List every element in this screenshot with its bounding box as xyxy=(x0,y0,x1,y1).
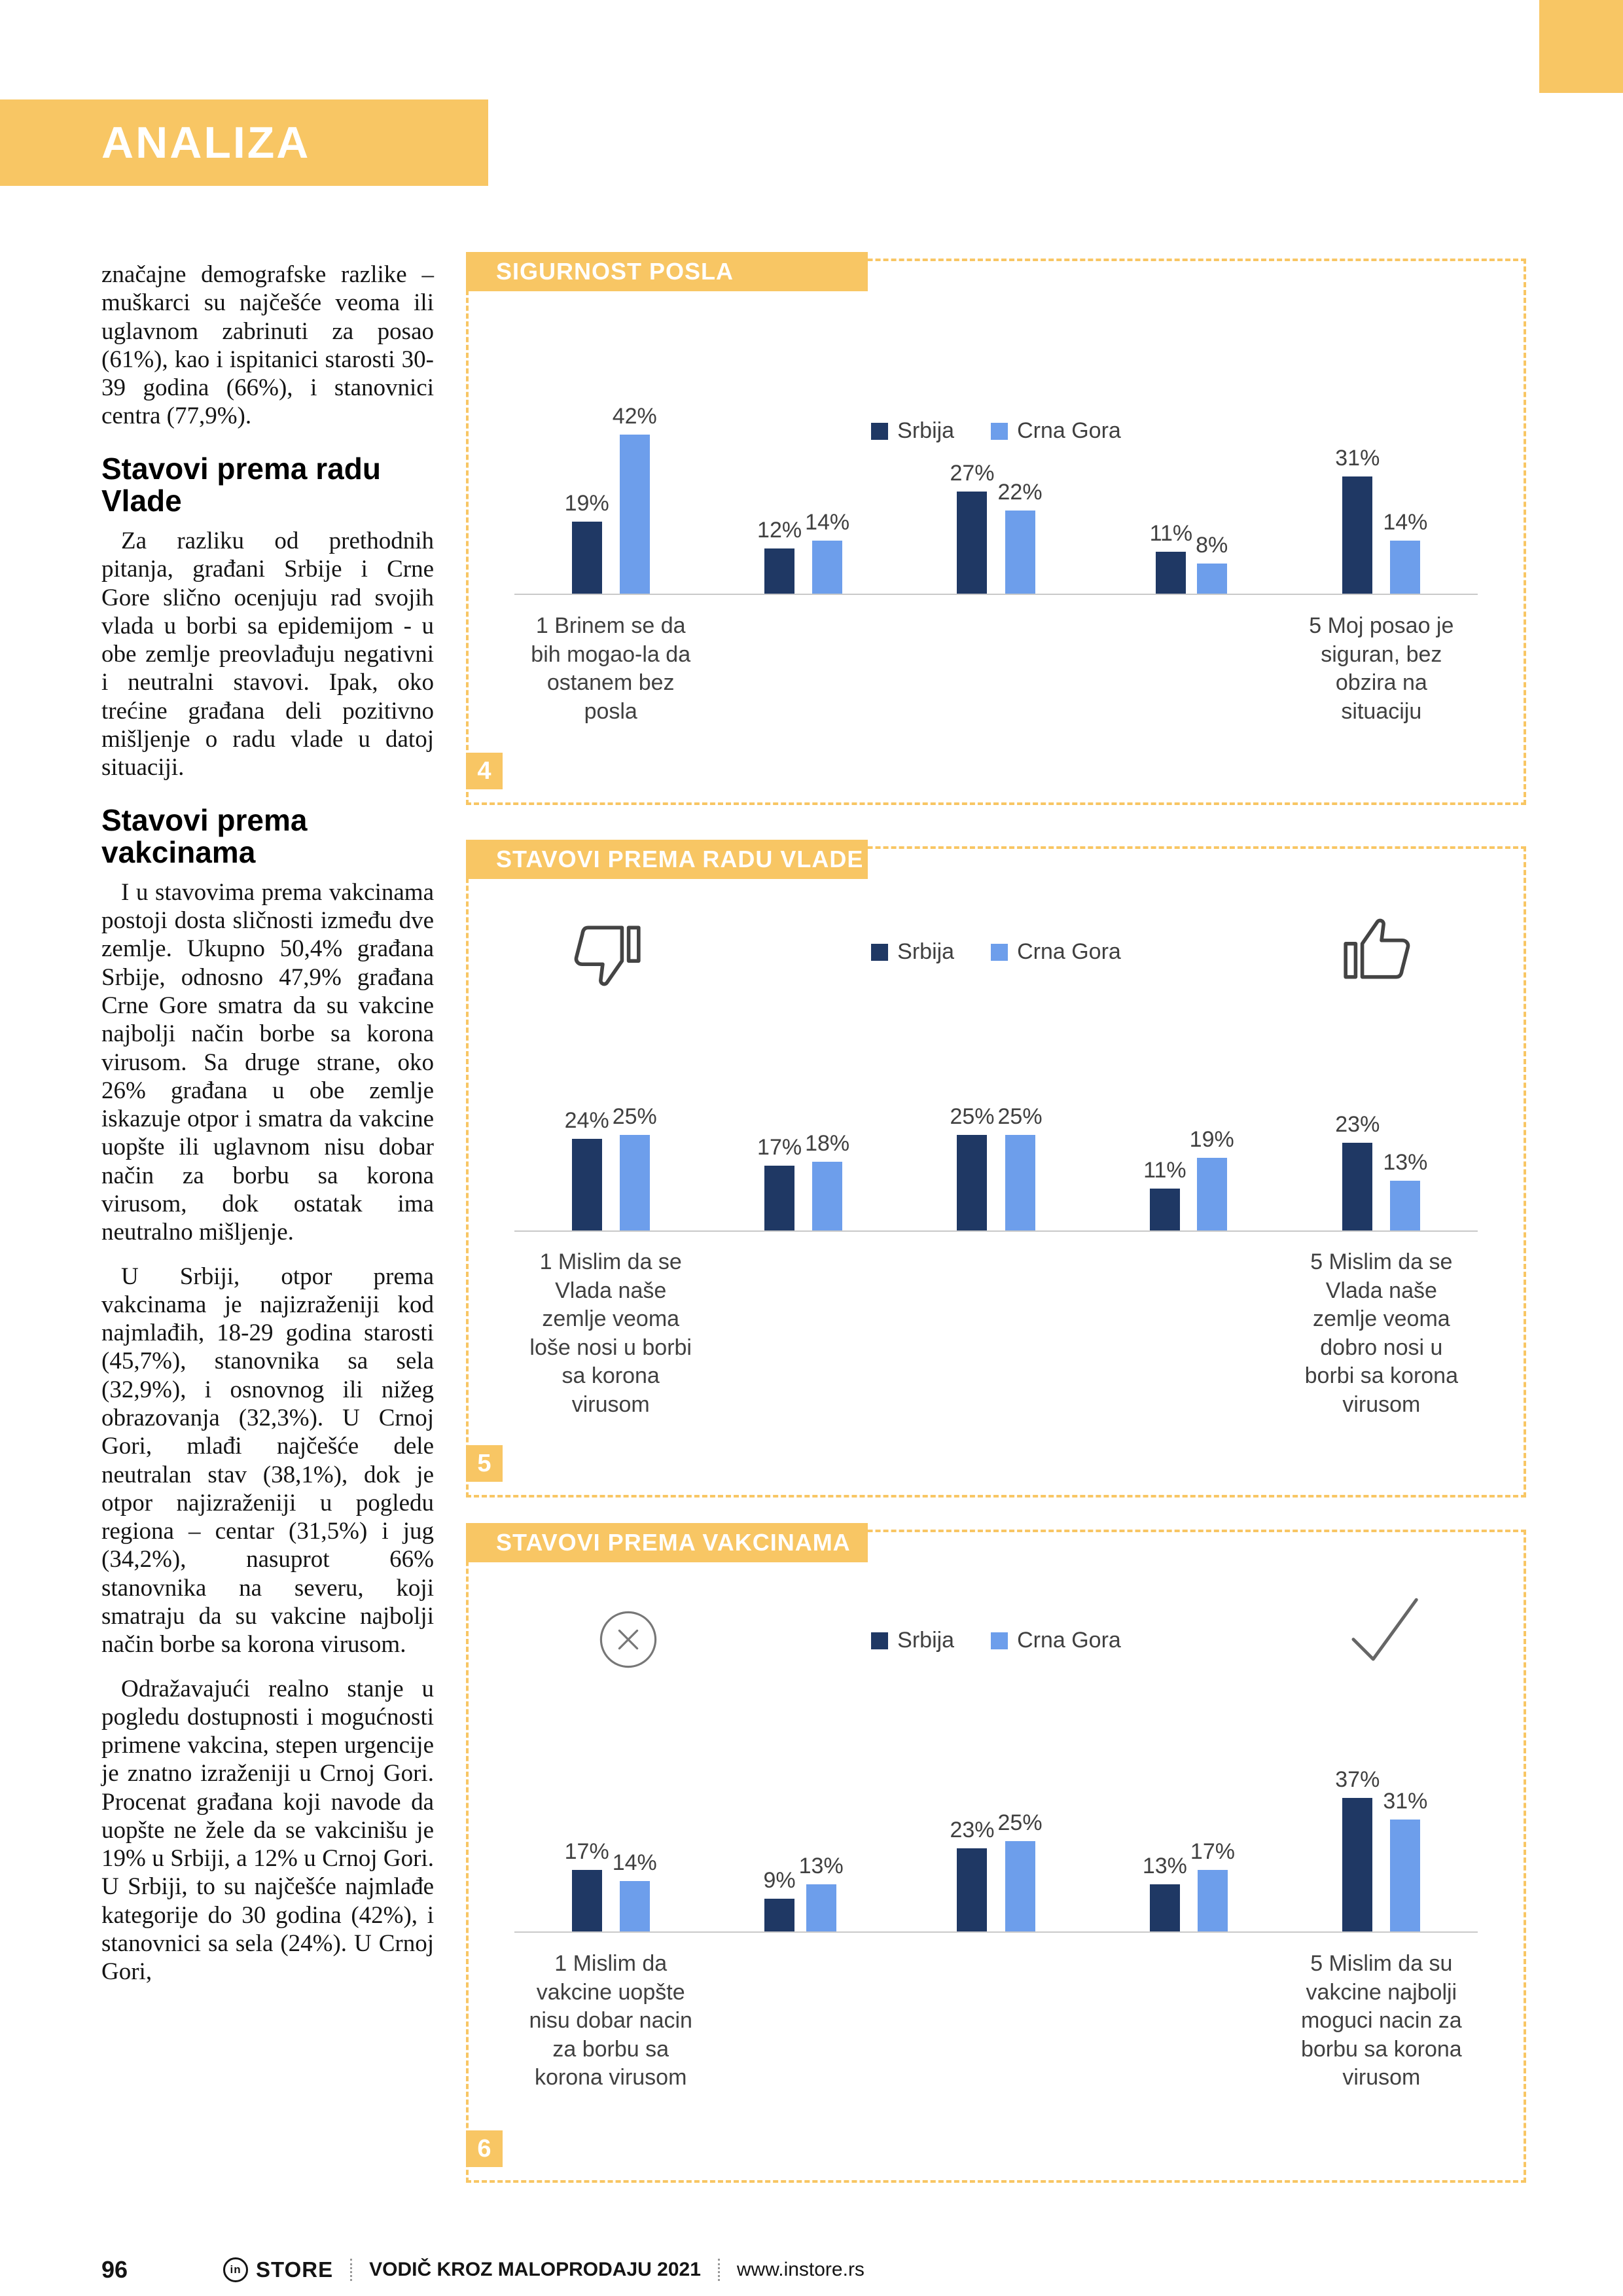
bar xyxy=(757,1135,802,1230)
bar-value-label: 27% xyxy=(950,461,995,486)
legend-item xyxy=(991,939,1121,965)
bar-group xyxy=(707,1854,899,1931)
bar xyxy=(565,1108,609,1230)
chart-number-badge: 4 xyxy=(466,753,503,789)
page-title: ANALIZA xyxy=(101,118,311,168)
category-label: 1 Mislim da vakcine uopšte nisu dobar nacin za borbu sa korona virusom xyxy=(529,1951,692,2090)
bar-group xyxy=(1092,1127,1285,1230)
bar-value-label: 25% xyxy=(612,1104,657,1129)
chart-categories xyxy=(514,1941,1478,2092)
bar-value-label: 14% xyxy=(612,1850,657,1875)
paragraph-intro: značajne demografske razlike – muškarci su najčešće veoma ili uglavnom zabrinuti za posao (61%), kao i ispitanici starosti 30-39 godina (66%), i stanovnici centra (77,9%). xyxy=(101,261,434,430)
page-number: 96 xyxy=(101,2256,128,2283)
bar-value-label: 9% xyxy=(763,1868,796,1893)
section-header-bar xyxy=(0,99,488,186)
bar-srbija xyxy=(1156,552,1186,594)
bar-value-label: 18% xyxy=(805,1131,850,1156)
bar xyxy=(1335,1112,1380,1230)
category-label xyxy=(900,603,1092,726)
bar-group xyxy=(707,510,899,594)
bar xyxy=(950,461,994,594)
chart-legend xyxy=(469,939,1524,965)
bar xyxy=(613,1850,657,1931)
bar-crna-gora xyxy=(806,1884,836,1931)
bar xyxy=(805,1131,849,1230)
chart-stavovi-vlada xyxy=(466,846,1526,1498)
bar-value-label: 14% xyxy=(1383,510,1428,535)
category-label xyxy=(707,603,899,726)
bar-group xyxy=(900,1810,1092,1931)
legend-item xyxy=(871,939,954,965)
category-label xyxy=(707,1941,899,2092)
bar xyxy=(764,1868,796,1931)
legend-swatch xyxy=(991,1632,1008,1649)
bar-crna-gora xyxy=(1198,1870,1228,1931)
chart-number-badge: 6 xyxy=(466,2130,503,2167)
chart-stavovi-vakcine xyxy=(466,1530,1526,2183)
bar xyxy=(613,404,657,594)
bar xyxy=(805,510,849,594)
bar-group xyxy=(1285,1767,1478,1931)
bar-value-label: 19% xyxy=(564,491,609,516)
bar-value-label: 25% xyxy=(997,1104,1043,1129)
bar-value-label: 17% xyxy=(757,1135,802,1160)
bar-srbija xyxy=(1342,1798,1372,1931)
bar-group xyxy=(1092,1839,1285,1931)
bar-value-label: 13% xyxy=(1383,1150,1428,1175)
category-label: 1 Brinem se da bih mogao-la da ostanem bez posla xyxy=(531,613,691,724)
category-label: 1 Mislim da se Vlada naše zemlje veoma loše nosi u borbi sa korona virusom xyxy=(529,1249,692,1417)
legend-swatch xyxy=(871,944,888,961)
bar xyxy=(757,518,802,594)
chart-number-badge: 5 xyxy=(466,1445,503,1482)
bar xyxy=(1335,1767,1380,1931)
legend-label: Crna Gora xyxy=(1017,939,1121,964)
legend-label: Crna Gora xyxy=(1017,418,1121,443)
bar xyxy=(1383,1150,1427,1230)
paragraph-vlada: Za razliku od prethodnih pitanja, građani Srbije i Crne Gore slično ocenjuju rad svojih vlada u borbi sa epidemijom - u obe zemlje preovlađuju negativni i neutralni stavovi. Ipak, oko trećine građana deli pozitivno mišljenje o radu vlade u datoj situaciji. xyxy=(101,528,434,781)
bar-value-label: 37% xyxy=(1335,1767,1380,1792)
bar xyxy=(613,1104,657,1230)
bar-crna-gora xyxy=(620,1135,650,1230)
bar-srbija xyxy=(572,522,602,594)
brand-name: STORE xyxy=(256,2257,334,2282)
bar-crna-gora xyxy=(1390,1820,1420,1931)
bar-value-label: 13% xyxy=(1142,1854,1187,1878)
bar xyxy=(1143,1854,1187,1931)
page-footer xyxy=(101,2249,1522,2291)
chart-title: SIGURNOST POSLA xyxy=(466,252,868,291)
bar-group xyxy=(900,1104,1092,1230)
chart-plot xyxy=(514,404,1478,595)
section-heading-vlada: Stavovi prema radu Vlade xyxy=(101,451,381,518)
bar-value-label: 31% xyxy=(1383,1789,1428,1814)
category-label xyxy=(1092,603,1285,726)
legend-item xyxy=(991,1628,1121,1653)
bar-value-label: 12% xyxy=(757,518,802,543)
bar-crna-gora xyxy=(812,1162,842,1230)
bar-srbija xyxy=(1150,1884,1180,1931)
bar-value-label: 13% xyxy=(798,1854,844,1878)
guide-title: VODIČ KROZ MALOPRODAJU 2021 xyxy=(369,2259,701,2280)
category-label xyxy=(1092,1941,1285,2092)
footer-divider xyxy=(718,2259,720,2281)
bar-srbija xyxy=(764,548,794,594)
legend-swatch xyxy=(871,1632,888,1649)
bar-srbija xyxy=(1342,476,1372,594)
bar-srbija xyxy=(572,1139,602,1230)
bar-value-label: 19% xyxy=(1189,1127,1234,1152)
bar xyxy=(998,1810,1043,1931)
legend-label: Crna Gora xyxy=(1017,1628,1121,1653)
chart-legend xyxy=(469,1628,1524,1653)
category-label: 5 Mislim da su vakcine najbolji moguci nacin za borbu sa korona virusom xyxy=(1300,1951,1462,2090)
bar-crna-gora xyxy=(1197,564,1227,594)
bar-value-label: 11% xyxy=(1143,1158,1186,1183)
category-label xyxy=(707,1239,899,1419)
bar-crna-gora xyxy=(620,435,650,594)
legend-label: Srbija xyxy=(897,418,955,443)
category-label xyxy=(1092,1239,1285,1419)
bar-value-label: 24% xyxy=(564,1108,609,1133)
bar-value-label: 11% xyxy=(1149,521,1193,546)
bar-srbija xyxy=(957,492,987,594)
bar xyxy=(950,1818,994,1931)
bar-crna-gora xyxy=(1390,541,1420,594)
paragraph-vakcine-3: Odražavajući realno stanje u pogledu dostupnosti i mogućnosti primene vakcina, stepen urgencije je znatno izraženiji u Crnoj Gori. Procenat građana koji navode da uopšte ne žele da se vakcinišu je 19% u Srbiji, a 12% u Crnoj Gori. U Srbiji, to su najčešće najmlađe kategorije do 30 godina (42%), i stanovnici sa sela (24%). U Crnoj Gori, xyxy=(101,1675,434,1986)
bar-srbija xyxy=(764,1899,794,1931)
bar-crna-gora xyxy=(1005,511,1035,594)
bar xyxy=(1383,510,1427,594)
bar-group xyxy=(707,1131,899,1230)
website-url: www.instore.rs xyxy=(736,2259,865,2280)
bar-crna-gora xyxy=(1197,1158,1227,1230)
chart-plot xyxy=(514,1104,1478,1232)
corner-accent-block xyxy=(1539,0,1623,93)
bar-value-label: 25% xyxy=(997,1810,1043,1835)
paragraph-vakcine-2: U Srbiji, otpor prema vakcinama je najizraženiji kod najmlađih, 18-29 godina starosti (45,7%), stanovnika sa sela (32,9%), i osnovnog ili nižeg obrazovanja (32,3%). U Crnoj Gori, mlađi najčešće dele neutralan stav (38,1%), dok je otpor najizraženiji u pogledu regiona – centar (31,5%) i jug (34,2%), nasuprot 66% stanovnika na severu, koji smatraju da su vakcine najbolji način borbe sa korona virusom. xyxy=(101,1263,434,1659)
bar xyxy=(998,480,1043,594)
bar-group xyxy=(514,1839,707,1931)
bar xyxy=(1143,1158,1186,1230)
bar-value-label: 25% xyxy=(950,1104,995,1129)
bar-value-label: 31% xyxy=(1335,446,1380,471)
bar-value-label: 42% xyxy=(612,404,657,429)
bar-value-label: 23% xyxy=(1335,1112,1380,1137)
legend-swatch xyxy=(991,944,1008,961)
bar xyxy=(565,491,609,594)
bar-group xyxy=(514,404,707,594)
bar xyxy=(565,1839,609,1931)
bar xyxy=(1335,446,1380,594)
chart-plot xyxy=(514,1767,1478,1933)
bar xyxy=(1150,521,1193,594)
bar xyxy=(799,1854,844,1931)
legend-item xyxy=(871,1628,954,1653)
bar-srbija xyxy=(957,1135,987,1230)
bar-value-label: 23% xyxy=(950,1818,995,1842)
bar-group xyxy=(514,1104,707,1230)
legend-label: Srbija xyxy=(897,939,955,964)
bar-srbija xyxy=(1150,1189,1180,1230)
bar-value-label: 17% xyxy=(1190,1839,1235,1864)
bar-crna-gora xyxy=(620,1881,650,1931)
bar-group xyxy=(1285,1112,1478,1230)
chart-title: STAVOVI PREMA RADU VLADE xyxy=(466,840,868,879)
chart-categories xyxy=(514,603,1478,726)
chart-title: STAVOVI PREMA VAKCINAMA xyxy=(466,1523,868,1562)
bar xyxy=(1190,1127,1234,1230)
bar-group xyxy=(1092,521,1285,594)
bar-group xyxy=(1285,446,1478,594)
chart-categories xyxy=(514,1239,1478,1419)
bar-crna-gora xyxy=(812,541,842,594)
section-heading-vakcine: Stavovi prema vakcinama xyxy=(101,802,308,870)
bar-crna-gora xyxy=(1005,1841,1035,1931)
bar-srbija xyxy=(1342,1143,1372,1230)
article-column xyxy=(101,260,434,2002)
brand-logo xyxy=(223,2257,333,2282)
bar-value-label: 14% xyxy=(805,510,850,535)
footer-divider xyxy=(350,2259,352,2281)
bar-srbija xyxy=(957,1848,987,1931)
bar-group xyxy=(900,461,1092,594)
category-label: 5 Moj posao je siguran, bez obzira na situaciju xyxy=(1309,613,1454,724)
bar-srbija xyxy=(764,1166,794,1230)
category-label xyxy=(900,1941,1092,2092)
bar xyxy=(950,1104,994,1230)
bar xyxy=(1190,1839,1235,1931)
paragraph-vakcine-1: I u stavovima prema vakcinama postoji dosta sličnosti između dve zemlje. Ukupno 50,4% građana Srbije, odnosno 47,9% građana Crne Gore smatra da su vakcine najbolji način borbe sa korona virusom. Sa druge strane, oko 26% građana u obe zemlje iskazuje otpor i smatra da vakcine uopšte ili uglavnom nisu dobar način za borbu sa korona virusom, dok ostatak ima neutralno mišljenje. xyxy=(101,878,434,1246)
category-label xyxy=(900,1239,1092,1419)
bar-value-label: 8% xyxy=(1196,533,1228,558)
bar-srbija xyxy=(572,1870,602,1931)
bar-crna-gora xyxy=(1390,1181,1420,1230)
bar-crna-gora xyxy=(1005,1135,1035,1230)
bar-value-label: 17% xyxy=(564,1839,609,1864)
category-label: 5 Mislim da se Vlada naše zemlje veoma dobro nosi u borbi sa korona virusom xyxy=(1304,1249,1459,1417)
instore-logo-icon: in xyxy=(223,2257,248,2282)
bar xyxy=(998,1104,1043,1230)
bar xyxy=(1196,533,1228,594)
bar xyxy=(1383,1789,1427,1931)
bar-value-label: 22% xyxy=(997,480,1043,505)
legend-label: Srbija xyxy=(897,1628,955,1653)
chart-sigurnost-posla xyxy=(466,259,1526,805)
